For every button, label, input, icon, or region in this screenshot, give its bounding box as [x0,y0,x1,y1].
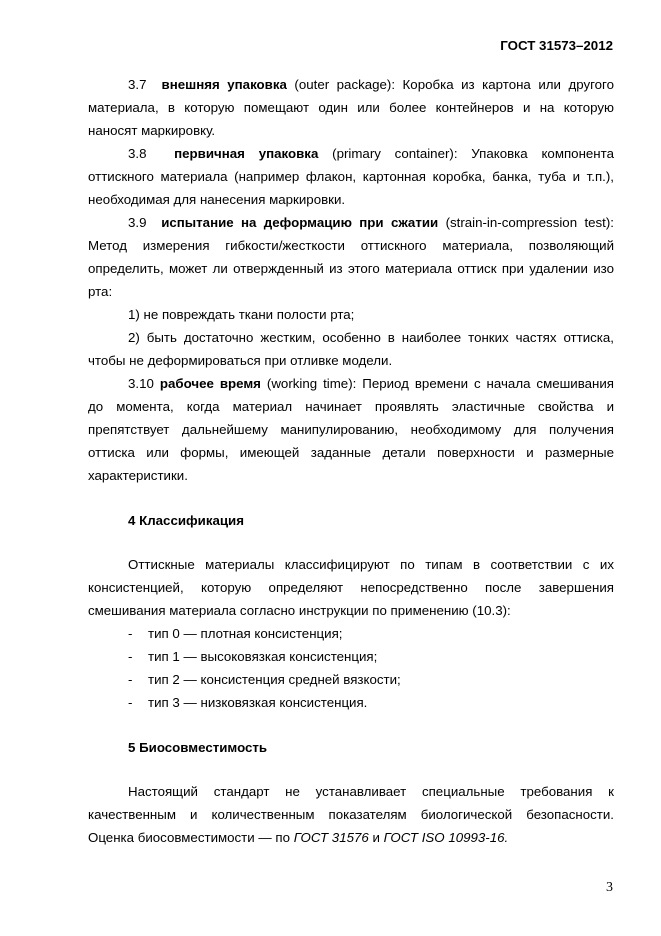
term-number: 3.10 [128,376,154,391]
paragraph-line [88,826,614,849]
term-3-10 [88,372,614,487]
term-line: материала, в которую помещают один или более контейнеров и на которую [88,100,614,115]
term-name: испытание на деформацию при сжатии [161,215,439,230]
term-line: характеристики. [88,468,188,483]
list-item-text: тип 0 — плотная консистенция; [148,626,343,641]
term-line: оттискного материала (например флакон, картонная коробка, банка, туба и т.п.), [88,169,614,184]
term-first-line [88,73,614,96]
term-name: первичная упаковка [174,146,319,161]
page-number: 3 [606,880,613,895]
standard-header: ГОСТ 31573–2012 [500,38,613,53]
term-line: оттиска или формы, имеющей заданные детали поверхности и размерные [88,445,614,460]
list-item-continuation: чтобы не деформироваться при отливке модели. [88,353,393,368]
term-name: внешняя упаковка [161,77,287,92]
type-list-item [88,691,614,714]
term-line: Метод измерения гибкости/жесткости оттискного материала, позволяющий [88,238,614,253]
standard-reference: ГОСТ ISO 10993-16. [383,830,509,845]
term-3-9 [88,211,614,372]
section-5-body [88,780,614,849]
standard-reference: ГОСТ 31576 [293,830,369,845]
term-first-line [88,372,614,395]
term-first-line [88,142,614,165]
page-content [88,73,614,849]
term-definition: (working time): Период времени с начала смешивания [266,376,614,391]
list-dash: - [128,672,133,687]
term-line: препятствует дальнейшему манипулированию, необходимому для получения [88,422,614,437]
paragraph-line: консистенцией, которую определяют непосредственно после завершения [88,580,614,595]
list-item: 2) быть достаточно жестким, особенно в наиболее тонких частях оттиска, [128,330,614,345]
term-3-7 [88,73,614,142]
term-line: рта: [88,284,113,299]
list-dash: - [128,695,133,710]
section-heading-5: 5 Биосовместимость [128,740,268,755]
term-definition: (outer package): Коробка из картона или другого [294,77,615,92]
type-list-item [88,668,614,691]
term-number: 3.8 [128,146,147,161]
type-list-item [88,622,614,645]
paragraph-line: смешивания материала согласно инструкции по применению (10.3): [88,603,511,618]
term-number: 3.9 [128,215,147,230]
text-fragment: Оценка биосовместимости — по [88,830,294,845]
term-line: определить, может ли отвержденный из этого материала оттиск при удалении изо [88,261,614,276]
paragraph-line: качественным и количественным показателям биологической безопасности. [88,807,614,822]
term-line: необходимая для нанесения маркировки. [88,192,346,207]
term-definition: (strain-in-compression test): [445,215,614,230]
list-item-text: тип 3 — низковязкая консистенция. [148,695,368,710]
list-item-text: тип 1 — высоковязкая консистенция; [148,649,378,664]
section-heading-4: 4 Классификация [128,513,244,528]
text-fragment: и [368,830,384,845]
term-line: наносят маркировку. [88,123,216,138]
section-4-body [88,553,614,714]
paragraph-line: Настоящий стандарт не устанавливает специальные требования к [128,784,614,799]
list-dash: - [128,626,133,641]
list-dash: - [128,649,133,664]
term-line: до момента, когда материал начинает проявлять эластичные свойства и [88,399,614,414]
term-definition: (primary container): Упаковка компонента [332,146,614,161]
list-item-text: тип 2 — консистенция средней вязкости; [148,672,401,687]
type-list-item [88,645,614,668]
list-item: 1) не повреждать ткани полости рта; [128,307,355,322]
term-number: 3.7 [128,77,147,92]
term-name: рабочее время [159,376,261,391]
term-first-line [88,211,614,234]
paragraph-line: Оттискные материалы классифицируют по типам в соответствии с их [128,557,614,572]
term-3-8 [88,142,614,211]
